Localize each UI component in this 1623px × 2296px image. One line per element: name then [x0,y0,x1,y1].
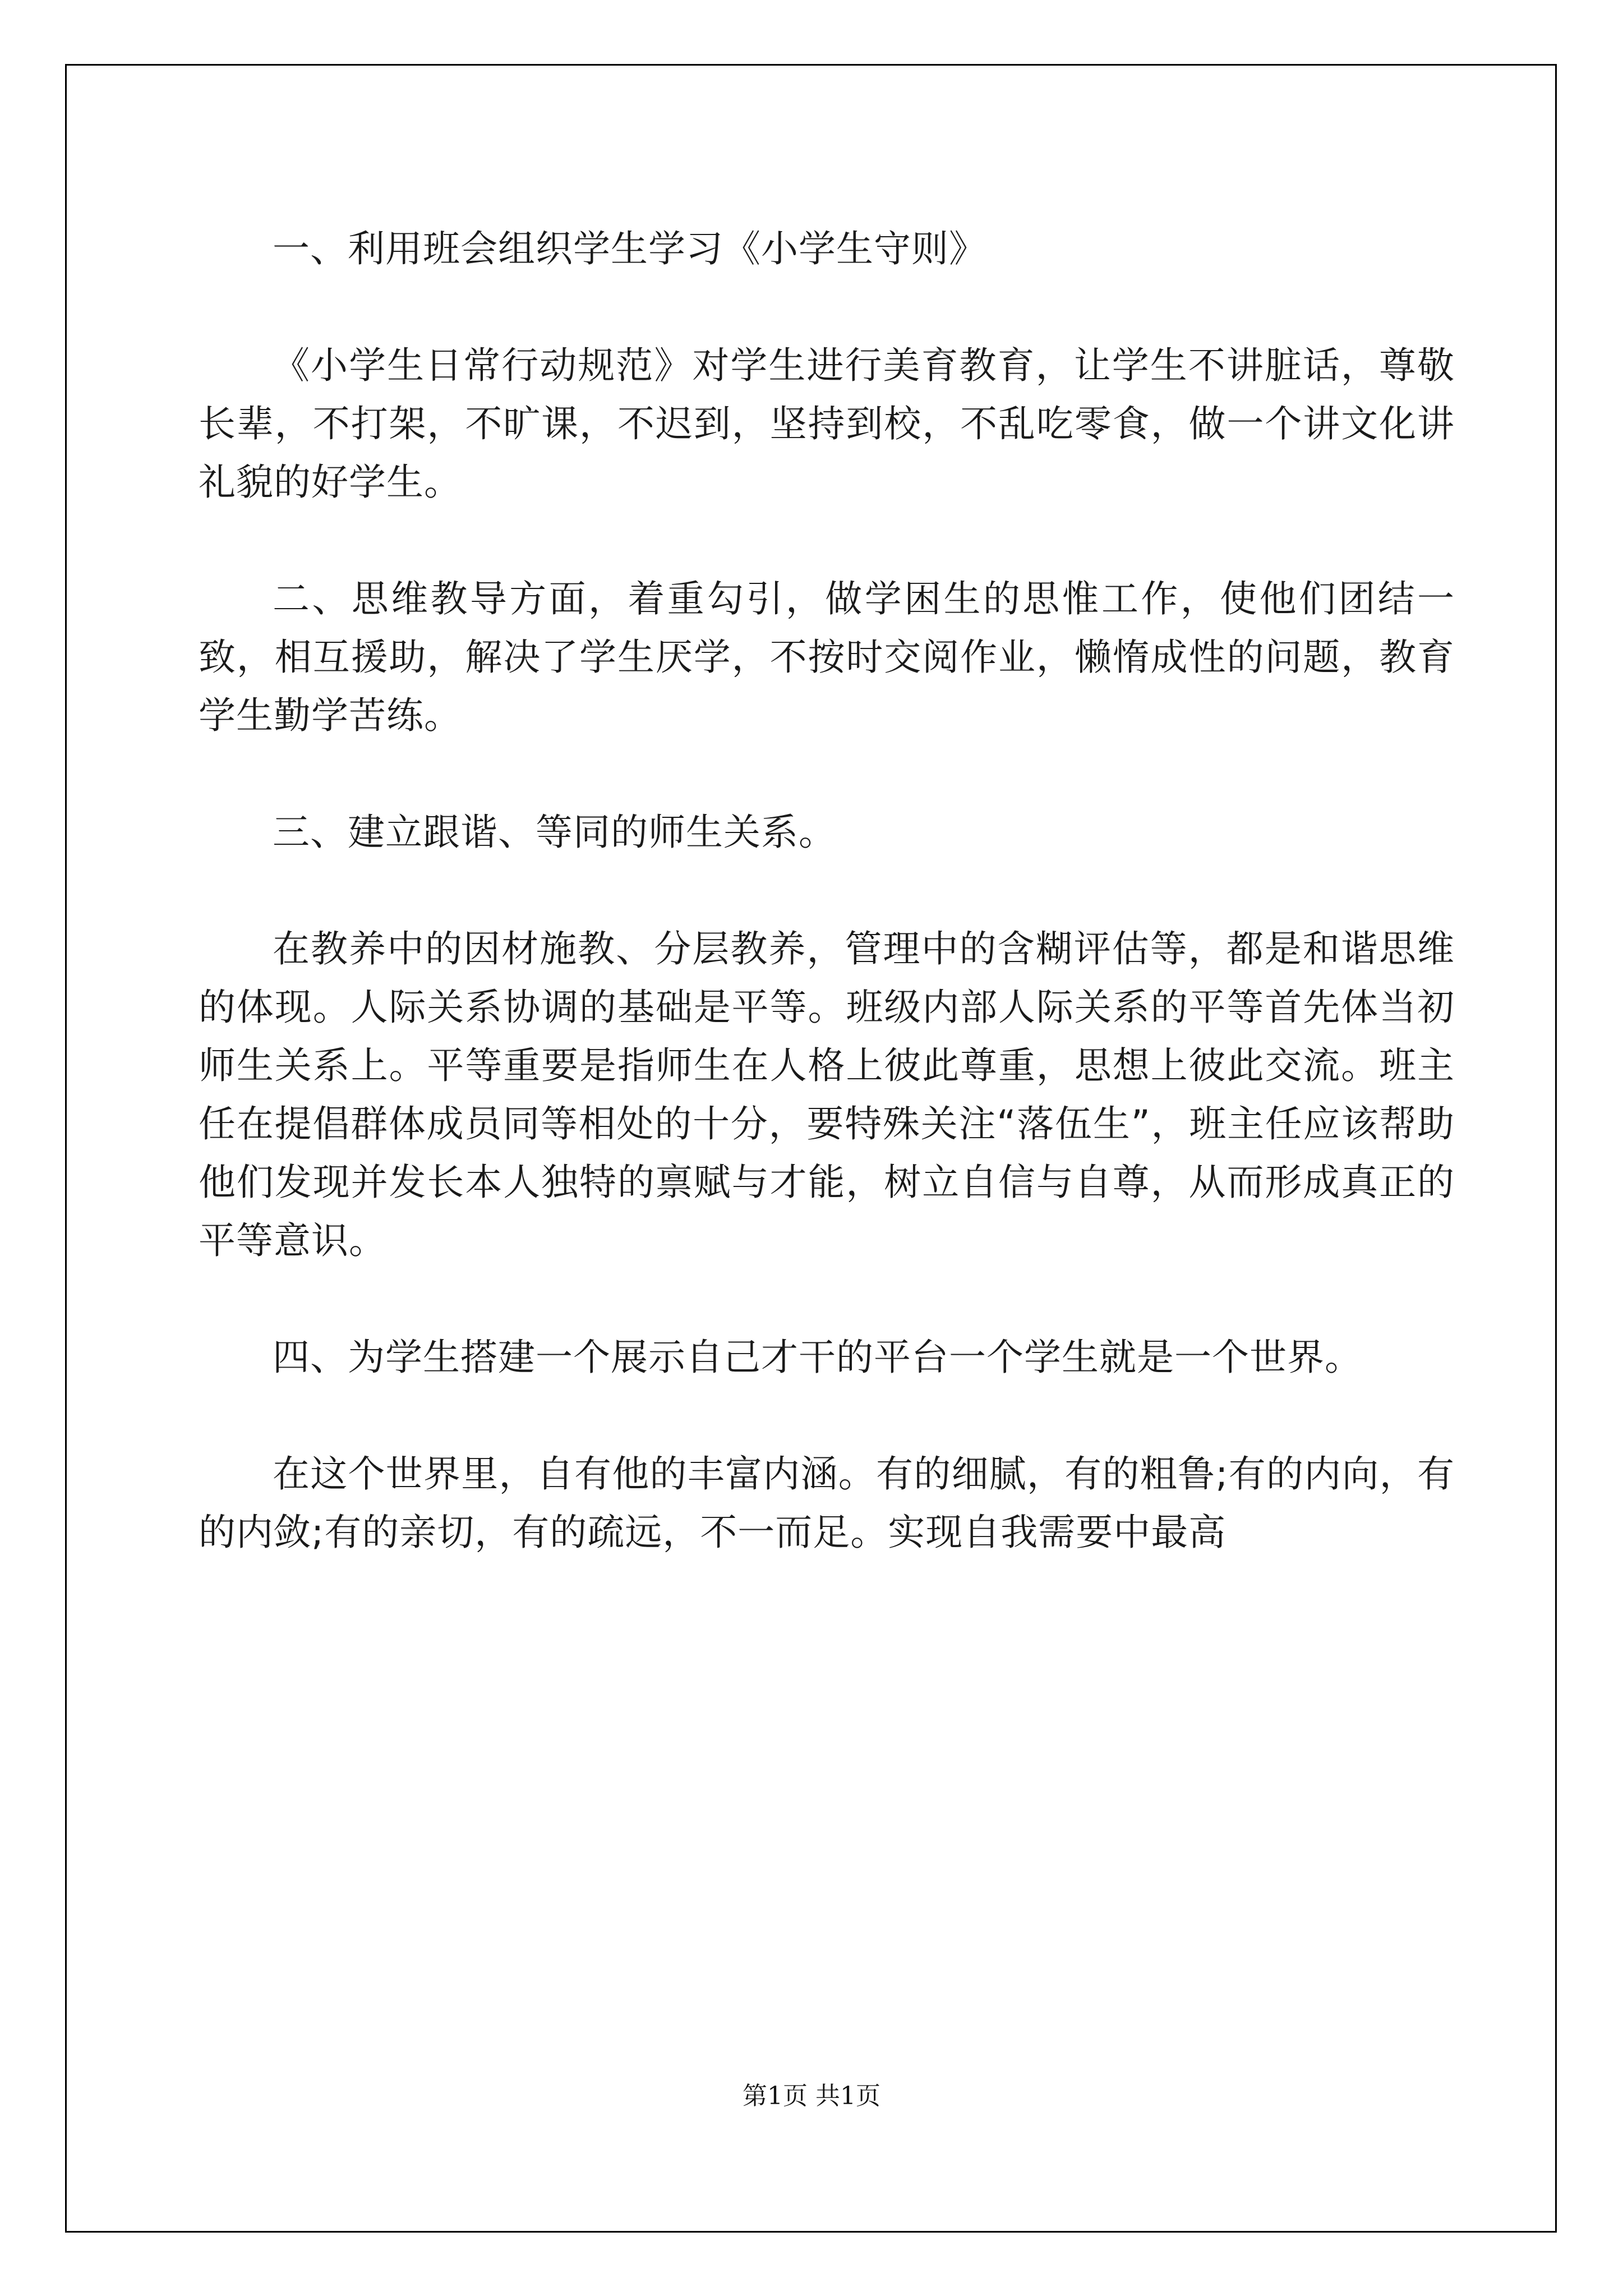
paragraph-1: 一、利用班会组织学生学习《小学生守则》 [273,227,986,270]
paragraph-2: 《小学生日常行动规范》对学生进行美育教育，让学生不讲脏话，尊敬长辈，不打架，不旷课，不迟到，坚持到校，不乱吃零食，做一个讲文化讲礼貌的好学生。 [199,344,1455,504]
paragraph-6: 四、为学生搭建一个展示自己才干的平台一个学生就是一个世界。 [273,1336,1362,1379]
page-number-footer: 第1页 共1页 [743,2082,880,2110]
document-body [199,220,1455,1562]
paragraph-7: 在这个世界里，自有他的丰富内涵。有的细腻，有的粗鲁;有的内向，有的内敛;有的亲切，有的疏远，不一而足。实现自我需要中最高 [199,1452,1455,1554]
paragraph-5: 在教养中的因材施教、分层教养，管理中的含糊评估等，都是和谐思维的体现。人际关系协调的基础是平等。班级内部人际关系的平等首先体当初师生关系上。平等重要是指师生在人格上彼此尊重，思想上彼此交流。班主任在提倡群体成员同等相处的十分，要特殊关注“落伍生”，班主任应该帮助他们发现并发长本人独特的禀赋与才能，树立自信与自尊，从而形成真正的平等意识。 [199,927,1455,1262]
paragraph-4: 三、建立跟谐、等同的师生关系。 [273,811,836,854]
paragraph-3: 二、思维教导方面，着重勾引，做学困生的思惟工作，使他们团结一致，相互援助，解决了学生厌学，不按时交阅作业，懒惰成性的问题，教育学生勤学苦练。 [199,577,1455,737]
